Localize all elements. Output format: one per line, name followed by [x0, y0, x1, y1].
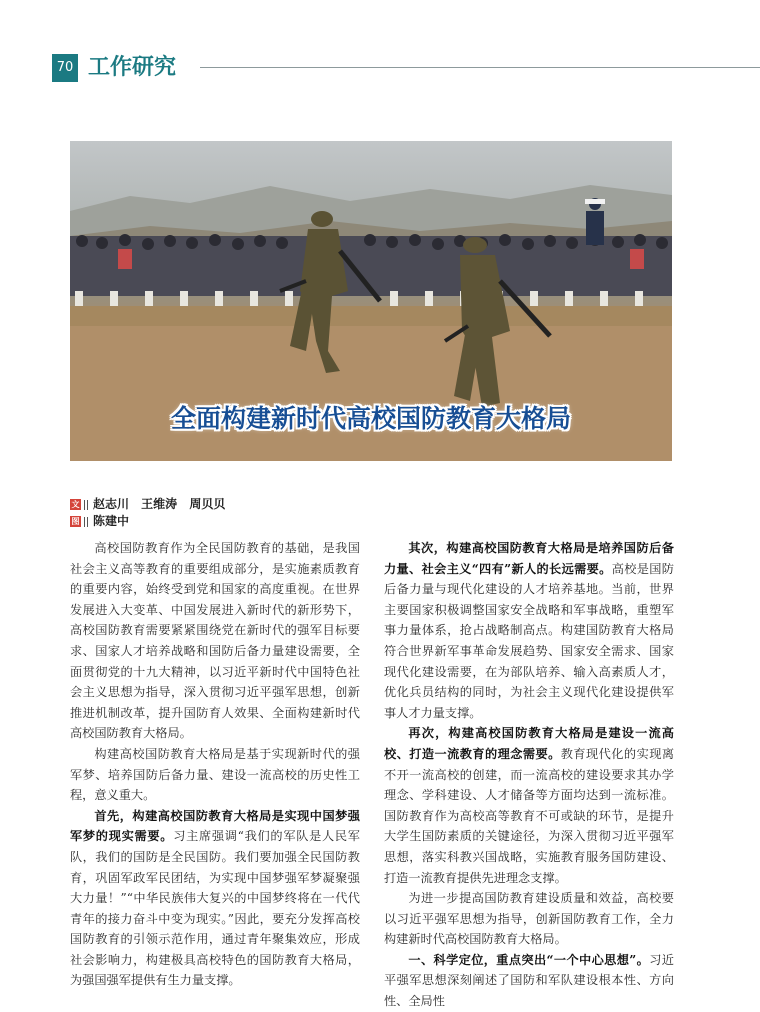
byline-photo-row [70, 513, 225, 530]
text-authors: 赵志川 王维涛 周贝贝 [93, 497, 226, 511]
page-header [52, 52, 760, 86]
section-title: 工作研究 [88, 55, 177, 80]
paragraph-lead: 其次，构建高校国防教育大格局是培养国防后备力量、社会主义“四有”新人的长远需要。 [384, 541, 674, 576]
right-column [384, 538, 674, 1012]
paragraph: 构建高校国防教育大格局是基于实现新时代的强军梦、培养国防后备力量、建设一流高校的历史性工程，意义重大。 [70, 746, 360, 803]
text-credit-tag: 文 [71, 499, 80, 509]
paragraph: 首先，构建高校国防教育大格局是实现中国梦强军梦的现实需要。习主席强调“我们的军队是人民军队，我们的国防是全民国防。我们要加强全民国防教育，巩固军政军民团结，为实现中国梦强军梦凝聚强大力量！”“中华民族伟大复兴的中国梦终将在一代代青年的接力奋斗中变为现实。”因此，要充分发挥高校国防教育的引领示范作用，通过青年聚集效应，形成社会影响力，构建极具高校特色的国防教育大格局，为强国强军提供有生力量支撑。 [70, 808, 360, 988]
left-column [70, 538, 360, 991]
paragraph: 其次，构建高校国防教育大格局是培养国防后备力量、社会主义“四有”新人的长远需要。高校是国防后备力量与现代化建设的人才培养基地。当前，世界主要国家积极调整国家安全战略和军事战略，重塑军事力量体系，抢占战略制高点。构建国防教育大格局符合世界新军事革命发展趋势、国家安全需求、国家现代化建设需要，在为部队培养、输入高素质人才，优化兵员结构的同时，为社会主义现代化建设提供军事人才力量支撑。 [384, 541, 674, 720]
page-number: 70 [52, 54, 78, 82]
photo-credit-tag: 图 [71, 516, 80, 526]
paragraph: 为进一步提高国防教育建设质量和效益，高校要以习近平强军思想为指导，创新国防教育工作，全力构建新时代高校国防教育大格局。 [384, 891, 674, 947]
article-photo [70, 141, 672, 461]
paragraph-lead: 首先，构建高校国防教育大格局是实现中国梦强军梦的现实需要。 [70, 808, 360, 844]
paragraph-lead: 再次，构建高校国防教育大格局是建设一流高校、打造一流教育的理念需要。 [384, 726, 674, 761]
paragraph: 一、科学定位，重点突出“一个中心思想”。习近平强军思想深刻阐述了国防和军队建设根本性、方向性、全局性 [384, 952, 674, 1009]
byline-text-row [70, 496, 225, 513]
photo-author: 陈建中 [93, 514, 130, 528]
paragraph: 高校国防教育作为全民国防教育的基础，是我国社会主义高等教育的重要组成部分，是实施素质教育的重要内容，始终受到党和国家的高度重视。在世界发展进入大变革、中国发展进入新时代的新形势下，高校国防教育需要紧紧围绕党在新时代的强军目标要求、国家人才培养战略和国防后备力量建设需要，全面贯彻党的十九大精神，以习近平新时代中国特色社会主义思想为指导，深入贯彻习近平强军思想，创新推进机制改革，提升国防育人效果、全面构建新时代高校国防教育大格局。 [70, 541, 360, 741]
paragraph-lead: 一、科学定位，重点突出“一个中心思想”。 [408, 952, 650, 967]
paragraph: 再次，构建高校国防教育大格局是建设一流高校、打造一流教育的理念需要。教育现代化的实现离不开一流高校的创建，而一流高校的建设要求其办学理念、学科建设、人才储备等方面均达到一流标准。国防教育作为高校高等教育不可或缺的环节，是提升大学生国防素质的关键途径，为深入贯彻习近平强军思想，落实科教兴国战略，实施教育服务国防建设、打造一流教育提供先进理念支撑。 [384, 726, 675, 885]
header-rule [200, 67, 760, 68]
byline [70, 496, 225, 530]
article-headline: 全面构建新时代高校国防教育大格局 [170, 404, 571, 433]
